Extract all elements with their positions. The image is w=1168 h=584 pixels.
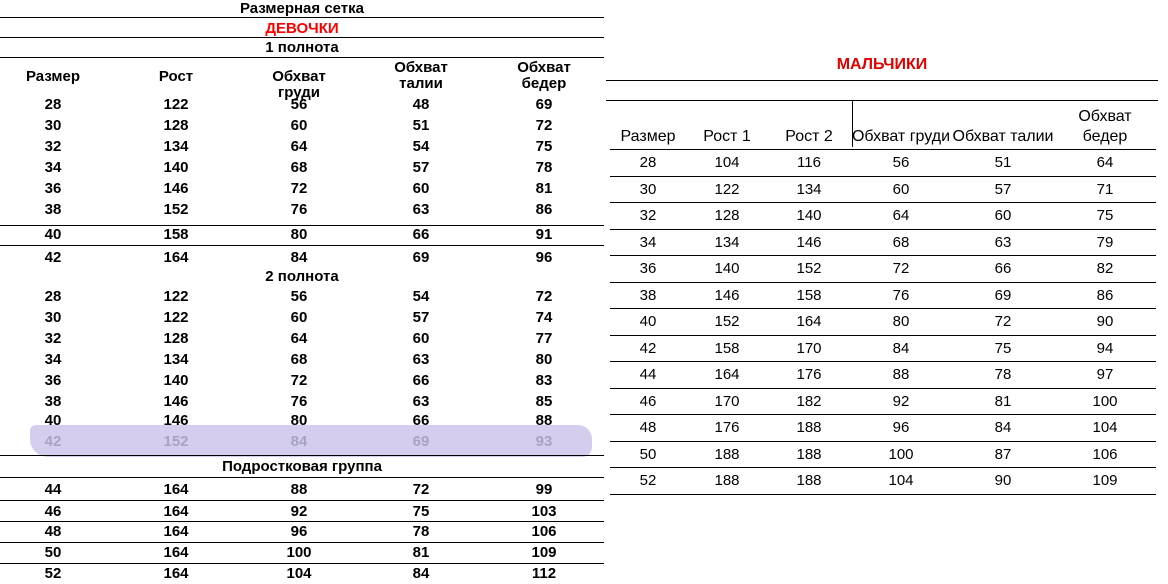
cell-height: 164 [163, 481, 189, 498]
cell-waist: 90 [952, 468, 1054, 495]
cell-waist: 87 [952, 441, 1054, 468]
cell-chest: 60 [290, 309, 308, 326]
table-row [0, 224, 604, 245]
table-row [610, 441, 1156, 468]
cell-hips: 93 [535, 433, 553, 450]
table-row [610, 229, 1156, 256]
cell-height-2: 146 [768, 229, 850, 256]
cell-chest: 100 [286, 544, 312, 561]
cell-chest: 104 [850, 468, 952, 495]
cell-waist: 57 [412, 159, 430, 176]
cell-height-2: 158 [768, 282, 850, 309]
cell-waist: 81 [952, 388, 1054, 415]
cell-chest: 100 [850, 441, 952, 468]
cell-chest: 56 [290, 96, 308, 113]
header-hips: Обхват бедер [1078, 108, 1132, 145]
cell-chest: 84 [290, 433, 308, 450]
cell-height-2: 188 [768, 441, 850, 468]
cell-hips: 97 [1054, 362, 1156, 389]
divider [0, 477, 604, 478]
cell-waist: 75 [412, 503, 430, 520]
table-row [0, 115, 604, 136]
cell-hips: 83 [535, 372, 553, 389]
cell-chest: 68 [290, 351, 308, 368]
cell-height: 146 [163, 393, 189, 410]
cell-size: 34 [44, 351, 62, 368]
cell-height: 134 [163, 351, 189, 368]
cell-hips: 99 [535, 481, 553, 498]
cell-height-2: 134 [768, 176, 850, 203]
cell-chest: 76 [290, 201, 308, 218]
table-row [610, 415, 1156, 442]
girls-header-row [0, 59, 604, 101]
cell-hips: 75 [535, 138, 553, 155]
cell-hips: 78 [535, 159, 553, 176]
cell-chest: 60 [850, 176, 952, 203]
cell-height: 128 [163, 330, 189, 347]
cell-height-2: 182 [768, 388, 850, 415]
cell-height-1: 146 [686, 282, 768, 309]
cell-hips: 69 [535, 96, 553, 113]
cell-waist: 81 [412, 544, 430, 561]
divider [0, 225, 604, 226]
cell-height-2: 170 [768, 335, 850, 362]
cell-waist: 66 [412, 226, 430, 243]
cell-chest: 80 [290, 226, 308, 243]
cell-hips: 81 [535, 180, 553, 197]
divider [0, 521, 604, 522]
cell-hips: 106 [531, 523, 557, 540]
cell-height: 158 [163, 226, 189, 243]
header-chest: Обхват груди [851, 128, 950, 145]
cell-size: 28 [44, 288, 62, 305]
table-row [0, 247, 604, 268]
cell-waist: 60 [412, 180, 430, 197]
table-row [0, 286, 604, 307]
cell-size: 30 [44, 117, 62, 134]
cell-chest: 96 [290, 523, 308, 540]
cell-chest: 68 [850, 229, 952, 256]
cell-chest: 92 [850, 388, 952, 415]
divider [0, 245, 604, 246]
cell-size: 38 [610, 282, 686, 309]
cell-size: 36 [610, 256, 686, 283]
cell-chest: 64 [290, 138, 308, 155]
cell-height-1: 128 [686, 203, 768, 230]
cell-waist: 66 [952, 256, 1054, 283]
girls-heading: ДЕВОЧКИ [265, 20, 339, 37]
cell-waist: 69 [412, 433, 430, 450]
cell-hips: 94 [1054, 335, 1156, 362]
cell-waist: 54 [412, 288, 430, 305]
cell-waist: 69 [412, 249, 430, 266]
cell-height-2: 152 [768, 256, 850, 283]
cell-waist: 63 [412, 351, 430, 368]
cell-size: 32 [44, 330, 62, 347]
cell-waist: 54 [412, 138, 430, 155]
cell-height: 146 [163, 180, 189, 197]
cell-waist: 60 [952, 203, 1054, 230]
table-row [0, 349, 604, 370]
cell-chest: 64 [290, 330, 308, 347]
table-row [0, 542, 604, 563]
header-height: Рост [158, 68, 194, 85]
cell-height-2: 164 [768, 309, 850, 336]
cell-height-1: 164 [686, 362, 768, 389]
table-row [0, 431, 604, 452]
cell-waist: 48 [412, 96, 430, 113]
cell-hips: 109 [531, 544, 557, 561]
cell-size: 30 [610, 176, 686, 203]
cell-hips: 79 [1054, 229, 1156, 256]
cell-chest: 76 [290, 393, 308, 410]
table-row [610, 150, 1156, 177]
table-row [0, 178, 604, 199]
divider [0, 500, 604, 501]
cell-waist: 84 [952, 415, 1054, 442]
cell-height: 146 [163, 412, 189, 429]
boys-heading: МАЛЬЧИКИ [836, 56, 928, 73]
cell-height-1: 152 [686, 309, 768, 336]
cell-chest: 68 [290, 159, 308, 176]
table-row [0, 157, 604, 178]
cell-height-1: 140 [686, 256, 768, 283]
cell-waist: 63 [412, 393, 430, 410]
cell-waist: 84 [412, 565, 430, 582]
cell-waist: 69 [952, 282, 1054, 309]
table-row [610, 309, 1156, 336]
cell-hips: 106 [1054, 441, 1156, 468]
cell-size: 28 [44, 96, 62, 113]
cell-waist: 63 [952, 229, 1054, 256]
cell-height-1: 176 [686, 415, 768, 442]
boys-header-row [610, 100, 1156, 150]
divider [0, 542, 604, 543]
cell-chest: 72 [850, 256, 952, 283]
table-row [0, 521, 604, 542]
header-size: Размер [25, 68, 81, 85]
table-row [0, 199, 604, 220]
cell-hips: 88 [535, 412, 553, 429]
table-row [610, 256, 1156, 283]
divider [0, 37, 604, 38]
cell-hips: 100 [1054, 388, 1156, 415]
header-height-1: Рост 1 [703, 128, 751, 145]
cell-chest: 84 [850, 335, 952, 362]
cell-chest: 80 [290, 412, 308, 429]
cell-waist: 57 [952, 176, 1054, 203]
cell-size: 40 [44, 412, 62, 429]
divider [0, 17, 604, 18]
cell-height: 140 [163, 159, 189, 176]
cell-chest: 104 [286, 565, 312, 582]
cell-size: 48 [610, 415, 686, 442]
table-row [610, 335, 1156, 362]
cell-waist: 63 [412, 201, 430, 218]
chart-title: Размерная сетка [239, 0, 365, 17]
cell-chest: 80 [850, 309, 952, 336]
cell-size: 38 [44, 201, 62, 218]
table-row [610, 388, 1156, 415]
cell-size: 50 [610, 441, 686, 468]
cell-waist: 72 [412, 481, 430, 498]
cell-height: 164 [163, 503, 189, 520]
cell-height-2: 140 [768, 203, 850, 230]
cell-size: 42 [610, 335, 686, 362]
table-row [610, 176, 1156, 203]
table-row [0, 307, 604, 328]
cell-size: 52 [610, 468, 686, 495]
cell-hips: 71 [1054, 176, 1156, 203]
cell-hips: 72 [535, 117, 553, 134]
table-row [0, 370, 604, 391]
cell-height: 152 [163, 433, 189, 450]
cell-size: 32 [610, 203, 686, 230]
cell-height-1: 104 [686, 150, 768, 177]
table-row [610, 362, 1156, 389]
cell-hips: 74 [535, 309, 553, 326]
table-row [0, 136, 604, 157]
cell-hips: 109 [1054, 468, 1156, 495]
header-size: Размер [620, 128, 676, 145]
cell-hips: 103 [531, 503, 557, 520]
divider [606, 80, 1158, 81]
table-row [610, 468, 1156, 495]
cell-waist: 51 [412, 117, 430, 134]
cell-waist: 57 [412, 309, 430, 326]
cell-height: 122 [163, 288, 189, 305]
cell-waist: 72 [952, 309, 1054, 336]
table-row [0, 328, 604, 349]
divider [0, 455, 604, 456]
cell-chest: 84 [290, 249, 308, 266]
cell-hips: 90 [1054, 309, 1156, 336]
cell-size: 40 [44, 226, 62, 243]
cell-size: 46 [610, 388, 686, 415]
cell-height-2: 188 [768, 468, 850, 495]
table-row [0, 391, 604, 412]
cell-waist: 75 [952, 335, 1054, 362]
cell-size: 48 [44, 523, 62, 540]
cell-height: 164 [163, 544, 189, 561]
table-row [610, 203, 1156, 230]
section-title-fit-2: 2 полнота [265, 268, 339, 285]
cell-waist: 66 [412, 372, 430, 389]
cell-size: 34 [610, 229, 686, 256]
cell-waist: 51 [952, 150, 1054, 177]
cell-hips: 96 [535, 249, 553, 266]
cell-chest: 88 [850, 362, 952, 389]
cell-chest: 92 [290, 503, 308, 520]
cell-size: 32 [44, 138, 62, 155]
cell-size: 42 [44, 433, 62, 450]
header-hips: Обхват бедер [517, 59, 571, 92]
cell-chest: 88 [290, 481, 308, 498]
cell-height: 152 [163, 201, 189, 218]
boys-size-table [610, 100, 1156, 495]
cell-size: 28 [610, 150, 686, 177]
cell-size: 34 [44, 159, 62, 176]
cell-size: 52 [44, 565, 62, 582]
table-row [0, 479, 604, 500]
cell-chest: 60 [290, 117, 308, 134]
cell-waist: 66 [412, 412, 430, 429]
cell-chest: 72 [290, 372, 308, 389]
header-waist: Обхват талии [952, 128, 1054, 145]
section-title-teen: Подростковая группа [222, 458, 382, 475]
cell-size: 36 [44, 180, 62, 197]
table-row [0, 501, 604, 522]
cell-chest: 56 [290, 288, 308, 305]
cell-hips: 77 [535, 330, 553, 347]
header-height-2: Рост 2 [785, 128, 833, 145]
cell-chest: 56 [850, 150, 952, 177]
cell-height-2: 176 [768, 362, 850, 389]
cell-height-2: 116 [768, 150, 850, 177]
header-chest: Обхват груди [272, 68, 326, 101]
cell-size: 36 [44, 372, 62, 389]
cell-size: 40 [610, 309, 686, 336]
cell-height: 140 [163, 372, 189, 389]
cell-hips: 80 [535, 351, 553, 368]
cell-height-1: 188 [686, 441, 768, 468]
cell-waist: 78 [412, 523, 430, 540]
cell-hips: 64 [1054, 150, 1156, 177]
cell-size: 38 [44, 393, 62, 410]
cell-height-1: 122 [686, 176, 768, 203]
cell-hips: 75 [1054, 203, 1156, 230]
table-row [610, 282, 1156, 309]
cell-hips: 72 [535, 288, 553, 305]
cell-chest: 72 [290, 180, 308, 197]
cell-hips: 82 [1054, 256, 1156, 283]
header-waist: Обхват талии [394, 59, 448, 92]
cell-size: 30 [44, 309, 62, 326]
cell-height: 128 [163, 117, 189, 134]
divider [0, 563, 604, 564]
cell-height-1: 170 [686, 388, 768, 415]
cell-height-1: 134 [686, 229, 768, 256]
cell-chest: 96 [850, 415, 952, 442]
cell-height: 164 [163, 249, 189, 266]
cell-size: 44 [44, 481, 62, 498]
cell-size: 44 [610, 362, 686, 389]
cell-height: 164 [163, 565, 189, 582]
cell-chest: 64 [850, 203, 952, 230]
cell-size: 50 [44, 544, 62, 561]
divider [0, 57, 604, 58]
cell-hips: 91 [535, 226, 553, 243]
cell-height: 164 [163, 523, 189, 540]
cell-hips: 104 [1054, 415, 1156, 442]
cell-height: 122 [163, 96, 189, 113]
cell-waist: 78 [952, 362, 1054, 389]
cell-waist: 60 [412, 330, 430, 347]
cell-height: 122 [163, 309, 189, 326]
cell-hips: 86 [535, 201, 553, 218]
cell-hips: 86 [1054, 282, 1156, 309]
cell-height-2: 188 [768, 415, 850, 442]
cell-size: 42 [44, 249, 62, 266]
cell-height: 134 [163, 138, 189, 155]
cell-height-1: 158 [686, 335, 768, 362]
cell-hips: 85 [535, 393, 553, 410]
table-row [0, 94, 604, 115]
cell-chest: 76 [850, 282, 952, 309]
table-row [0, 410, 604, 431]
cell-size: 46 [44, 503, 62, 520]
cell-hips: 112 [531, 565, 557, 582]
section-title-fit-1: 1 полнота [265, 39, 339, 56]
cell-height-1: 188 [686, 468, 768, 495]
